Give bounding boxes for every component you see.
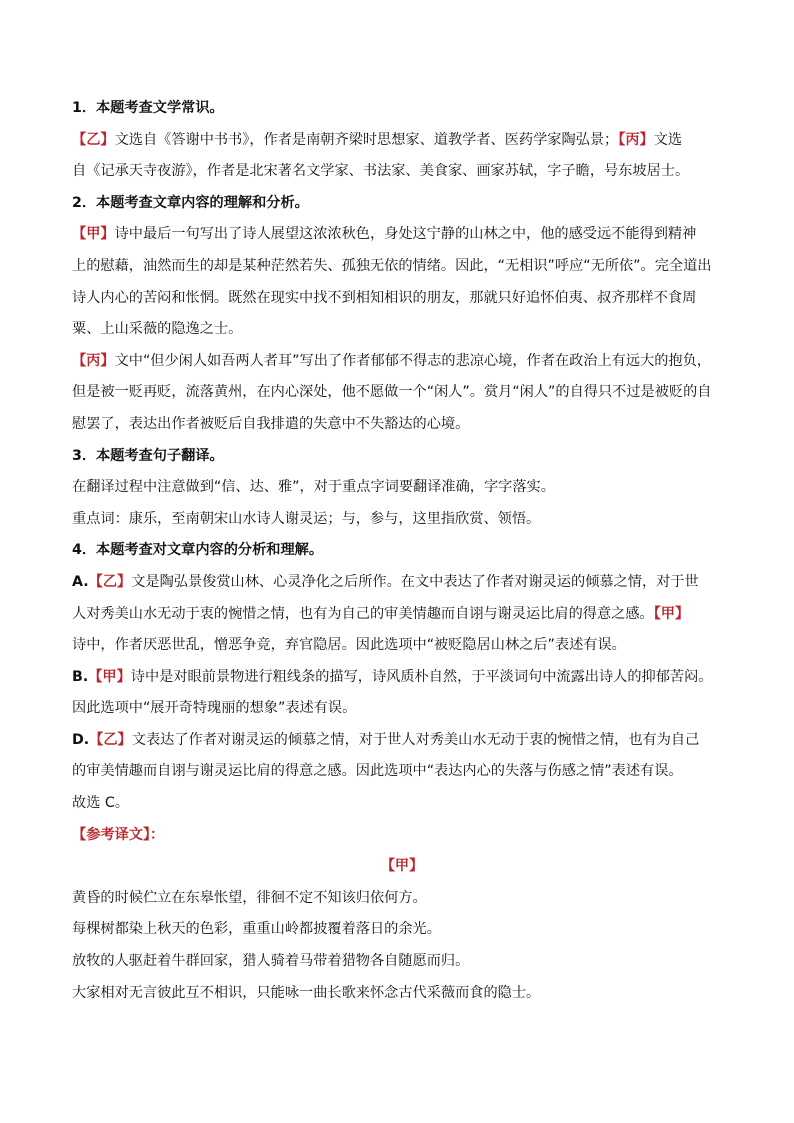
option-a-text-2: 人对秀美山水无动于衷的惋惜之情，也有为自己的审美情趣而自诩与谢灵运比肩的得意之感。 (72, 605, 654, 622)
section-1-line-1 (72, 130, 732, 150)
option-d-label: D. (72, 731, 90, 748)
section-1-line-2: 自《记承天寺夜游》，作者是北宋著名文学家、书法家、美食家、画家苏轼，字子瞻，号东坡居士。 (72, 163, 690, 180)
option-a-line-3: 诗中，作者厌恶世乱，憎恶争竞，弃官隐居。因此选项中“被贬隐居山林之后”表述有误。 (72, 637, 626, 654)
section-3-line-1: 在翻译过程中注意做到“信、达、雅”，对于重点字词要翻译准确，字字落实。 (72, 479, 555, 496)
section-2-p2-line-3: 慰罢了，表达出作者被贬后自我排遣的失意中不失豁达的心境。 (72, 415, 470, 432)
section-1-text-2: 文选 (653, 131, 683, 148)
tag-bing: 【丙】 (72, 352, 115, 369)
section-2-p1-line-4: 粟、上山采薇的隐逸之士。 (72, 321, 243, 338)
translation-title: 【甲】 (380, 858, 424, 875)
tag-jia: 【甲】 (88, 668, 131, 685)
option-b-text: 诗中是对眼前景物进行粗线条的描写，诗风质朴自然，于平淡词句中流露出诗人的抑郁苦闷。 (130, 668, 713, 685)
section-4-heading: 4．本题考查对文章内容的分析和理解。 (72, 542, 324, 559)
section-2-p1-line-3: 诗人内心的苦闷和怅惘。既然在现实中找不到相知相识的朋友，那就只好追怀伯夷、叔齐那样不食周 (72, 289, 697, 306)
option-b-label: B. (72, 668, 89, 685)
tag-yi: 【乙】 (88, 573, 132, 590)
answer-line: 故选 C。 (72, 795, 129, 812)
section-2-p1-line-1 (72, 224, 732, 244)
option-a-line-2 (72, 604, 732, 624)
section-2-p2-line-1 (72, 351, 732, 371)
section-3-line-2: 重点词：康乐，至南朝宋山水诗人谢灵运；与，参与，这里指欣赏、领悟。 (72, 510, 541, 527)
section-2-p1-text: 诗中最后一句写出了诗人展望这浓浓秋色，身处这宁静的山林之中，他的感受远不能得到精神 (114, 226, 697, 243)
tag-bing: 【丙】 (618, 131, 654, 148)
translation-line-2: 每棵树都染上秋天的色彩，重重山岭都披覆着落日的余光。 (72, 921, 441, 938)
section-2-p1-line-2: 上的慰藉，油然而生的却是某种茫然若失、孤独无依的情绪。因此，“无相识”呼应“无所依”。完全道出 (72, 257, 712, 274)
option-d-line-2: 的审美情趣而自诩与谢灵运比肩的得意之感。因此选项中“表达内心的失落与伤感之情”表述有误。 (72, 763, 683, 780)
tag-yi: 【乙】 (72, 131, 115, 148)
translation-line-4: 大家相对无言彼此互不相识，只能咏一曲长歌来怀念古代采薇而食的隐士。 (72, 984, 541, 1001)
option-d-line-1 (72, 730, 732, 750)
option-b-line-1 (72, 667, 732, 687)
option-b-line-2: 因此选项中“展开奇特瑰丽的想象”表述有误。 (72, 700, 357, 717)
section-2-p2-line-2: 但是被一贬再贬，流落黄州，在内心深处，他不愿做一个“闲人”。赏月“闲人”的自得只不过是被贬的自 (72, 384, 712, 401)
section-2-heading: 2．本题考查文章内容的理解和分析。 (72, 194, 309, 211)
option-a-text: 文是陶弘景俊赏山林、心灵净化之后所作。在文中表达了作者对谢灵运的倾慕之情，对于世 (131, 573, 699, 590)
section-1-text: 文选自《答谢中书书》，作者是南朝齐梁时思想家、道教学者、医药学家陶弘景； (114, 131, 619, 148)
option-d-text: 文表达了作者对谢灵运的倾慕之情，对于世人对秀美山水无动于衷的惋惜之情，也有为自己 (131, 731, 700, 748)
tag-yi: 【乙】 (89, 731, 132, 748)
option-a-label: A. (72, 573, 89, 590)
section-2-p2-text: 文中“但少闲人如吾两人者耳”写出了作者郁郁不得志的悲凉心境，作者在政治上有远大的抱负， (114, 352, 711, 369)
tag-jia: 【甲】 (653, 605, 690, 622)
option-a-line-1 (72, 572, 732, 592)
tag-jia: 【甲】 (72, 226, 115, 243)
translation-line-3: 放牧的人驱赶着牛群回家，猎人骑着马带着猎物各自随愿而归。 (72, 953, 470, 970)
section-3-heading: 3．本题考查句子翻译。 (72, 447, 224, 464)
section-1-heading: 1．本题考查文学常识。 (72, 100, 224, 116)
translation-heading: 【参考译文】： (72, 826, 165, 843)
translation-line-1: 黄昏的时候伫立在东皋怅望，徘徊不定不知该归依何方。 (72, 889, 427, 906)
document-page (72, 98, 732, 1003)
